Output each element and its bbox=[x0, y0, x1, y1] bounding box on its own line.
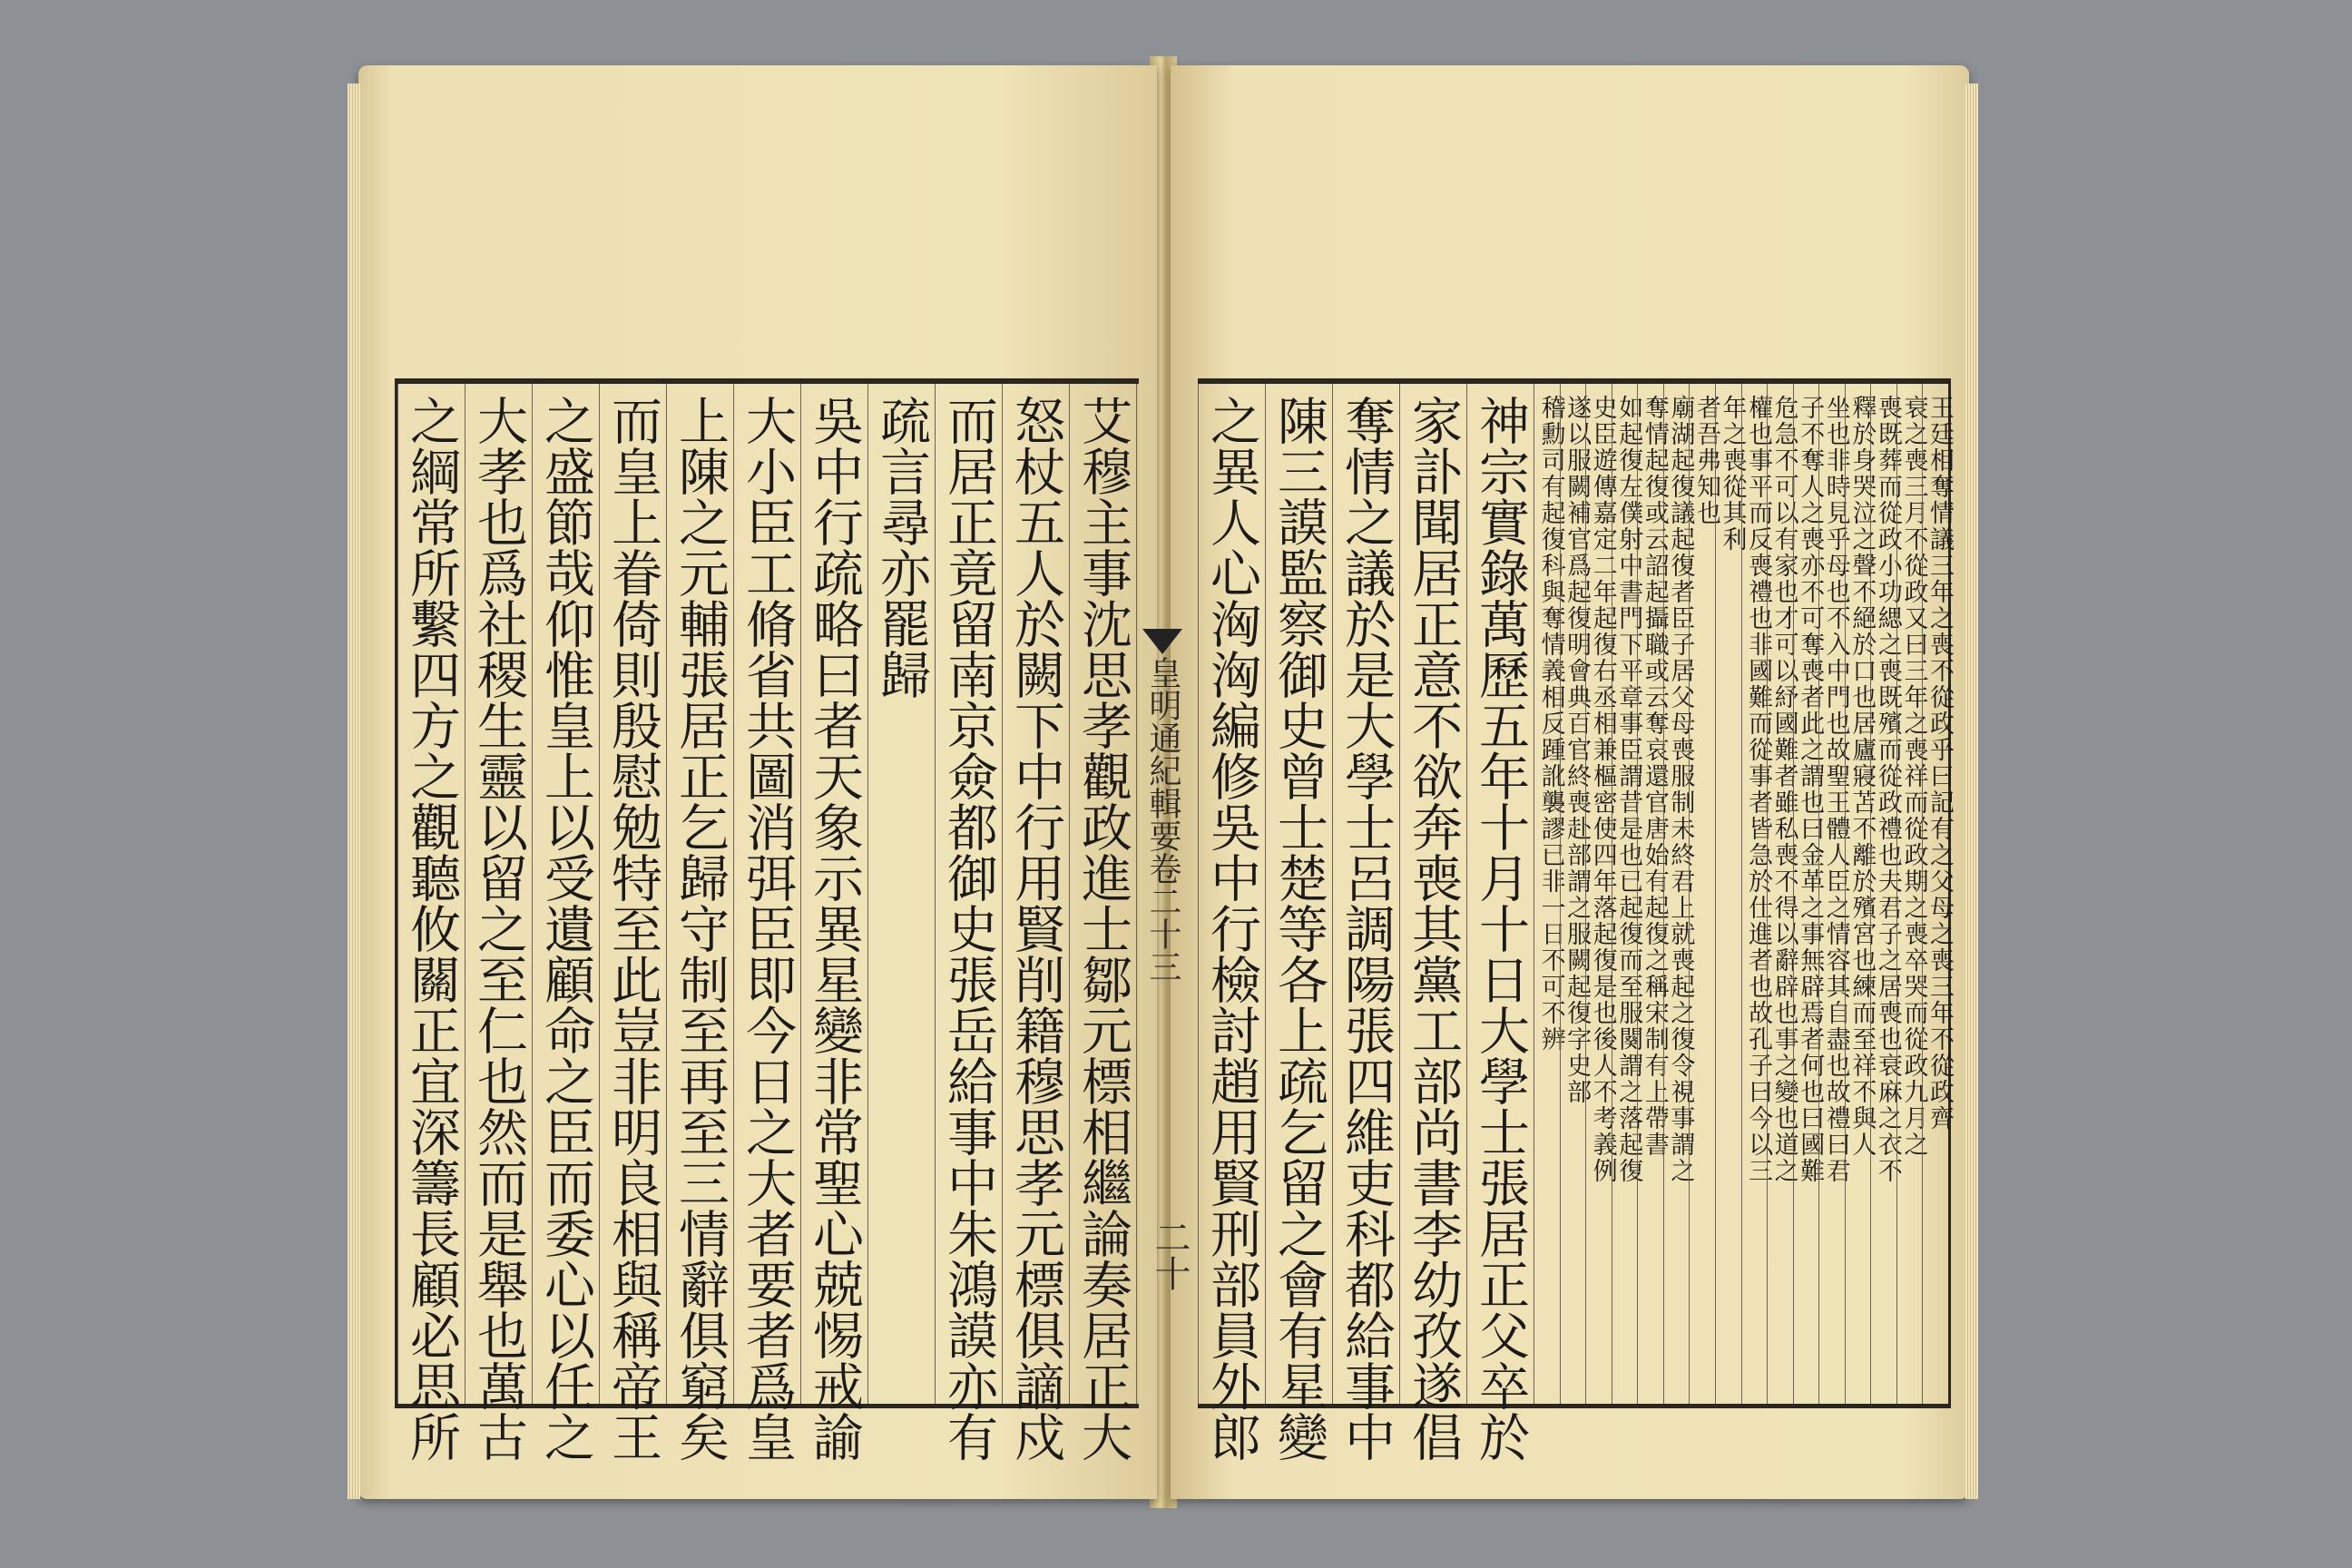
right-note-column-10: 者吾弗知也 bbox=[1689, 384, 1715, 1404]
right-note-column-3: 喪既葬而從政小功緦之喪既殯而從政禮也夫君子之居喪也衰麻之衣不 bbox=[1870, 384, 1896, 1404]
left-column-8: 而皇上眷倚則殷慰勉特至此豈非明良相與稱帝王 bbox=[599, 384, 666, 1404]
right-note-column-2: 衰之喪三月不從政又曰三年之喪祥而從政期之喪卒哭而從政九月之 bbox=[1896, 384, 1923, 1404]
right-note-column-1: 王廷相奪情議三年之喪不從政乎曰記有之父母之喪三年不從政齊 bbox=[1922, 384, 1948, 1404]
open-book bbox=[358, 56, 1978, 1508]
right-note-column-7: 危急不可以有家也才可以紓國難者雖私喪不得以辭辟也事之變也道之 bbox=[1767, 384, 1793, 1404]
fish-tail-mark bbox=[1142, 629, 1182, 654]
right-note-column-12: 奪情起復或云詔起攝職或云奪哀還官唐始有起復之稱宋制有上帶書 bbox=[1637, 384, 1663, 1404]
right-note-column-8: 權也事平而反喪禮也非國難而從事者皆急於仕進者也故孔子曰今以三 bbox=[1741, 384, 1768, 1404]
left-column-7: 上陳之元輔張居正乞歸守制至再至三情辭俱窮矣 bbox=[666, 384, 733, 1404]
right-note-column-16: 稽勳司有起復科與奪情義相反踵訛襲謬已非一日不可不辨 bbox=[1534, 384, 1560, 1404]
right-column-2: 家訃聞居正意不欲奔喪其黨工部尚書李幼孜遂倡 bbox=[1399, 384, 1466, 1404]
page-edges-right bbox=[1965, 83, 1978, 1499]
right-note-column-15: 遂以服闕補官爲起復明會典百官終喪赴部謂之服闕起復字史部 bbox=[1560, 384, 1586, 1404]
right-note-column-5: 坐也非時見乎母也不入中門也故聖王體人臣之情容其自盡也故禮曰君 bbox=[1818, 384, 1845, 1404]
left-column-11: 之綱常所繫四方之觀聽攸關正宜深籌長顧必思所 bbox=[397, 384, 465, 1404]
left-text-block bbox=[395, 378, 1191, 1462]
left-column-2: 怒杖五人於闕下中行用賢削籍穆思孝元標俱謫戍 bbox=[1002, 384, 1069, 1404]
left-column-1: 艾穆主事沈思孝觀政進士鄒元標相繼論奏居正大 bbox=[1069, 384, 1136, 1404]
right-note-column-4: 釋於身哭泣之聲不絕於口也居廬寢苫不離於殯宮也練而至祥不與人 bbox=[1845, 384, 1871, 1404]
right-note-column-6: 子不奪人之喪亦不可奪喪者此之謂也曰金革之事無辟焉者何也曰國難 bbox=[1793, 384, 1819, 1404]
left-column-9: 之盛節哉仰惟皇上以受遺顧命之臣而委心以任之 bbox=[532, 384, 599, 1404]
right-note-column-14: 史臣遊傳嘉定二年起復右丞相兼樞密使四年落起復是也後人不考義例 bbox=[1585, 384, 1612, 1404]
right-column-3: 奪情之議於是大學士呂調陽張四維吏科都給事中 bbox=[1332, 384, 1399, 1404]
left-column-3: 而居正竟留南京僉都御史張岳給事中朱鴻謨亦有 bbox=[935, 384, 1002, 1404]
right-note-column-9: 年之喪從其利 bbox=[1715, 384, 1741, 1404]
right-text-block bbox=[1198, 378, 1954, 1462]
right-column-4: 陳三謨監察御史曾士楚等各上疏乞留之會有星變 bbox=[1265, 384, 1332, 1404]
left-page-number: 二十 bbox=[1149, 1219, 1191, 1291]
left-column-5: 吳中行疏略曰者天象示異星變非常聖心兢惕戒諭 bbox=[800, 384, 867, 1404]
left-column-10: 大孝也爲社稷生靈以留之至仁也然而是舉也萬古 bbox=[465, 384, 532, 1404]
page-edges-left bbox=[348, 83, 360, 1499]
left-column-6: 大小臣工脩省共圖消弭臣即今日之大者要者爲皇 bbox=[733, 384, 800, 1404]
right-note-column-13: 如起復左僕射中書門下平章事臣謂昔是也已起復而至服闋謂之落起復 bbox=[1612, 384, 1638, 1404]
right-column-1: 神宗實錄萬歷五年十月十日大學士張居正父卒於 bbox=[1466, 384, 1534, 1404]
left-gutter-title: 皇明通紀輯要卷二十三 bbox=[1144, 656, 1181, 983]
right-note-column-11: 廟湖起復議起復者臣子居父母喪服制未終君上就喪起之復令視事謂之 bbox=[1663, 384, 1690, 1404]
left-column-4: 疏言尋亦罷歸 bbox=[867, 384, 935, 1404]
right-column-5: 之異人心洶洶編修吳中行檢討趙用賢刑部員外郎 bbox=[1198, 384, 1265, 1404]
left-block-center-strip bbox=[1136, 384, 1191, 1404]
